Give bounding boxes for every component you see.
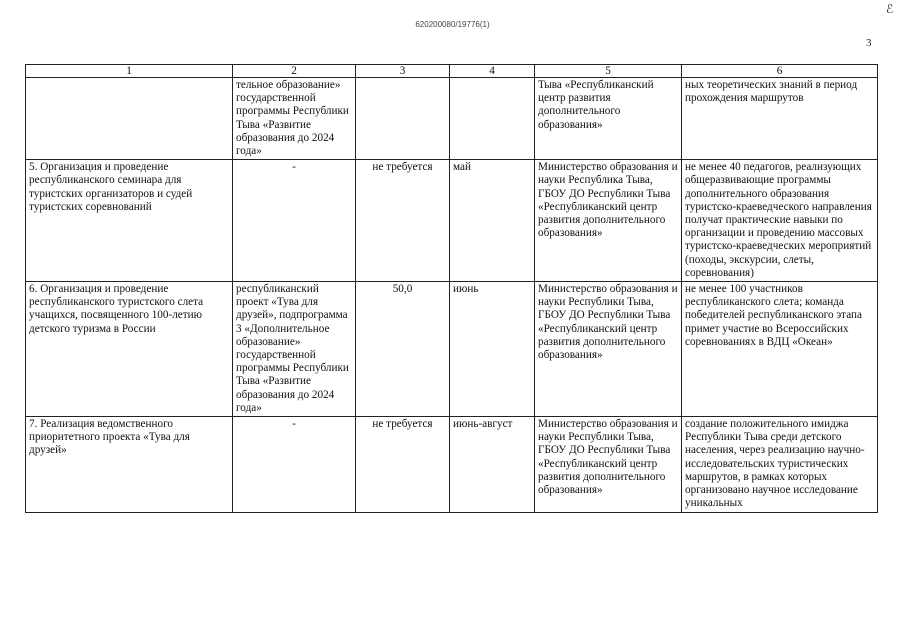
result-cell: ных теоретических знаний в период прохождения маршрутов bbox=[682, 78, 878, 160]
table-row bbox=[26, 417, 878, 512]
column-header: 5 bbox=[535, 65, 682, 78]
timeline-cell: июнь bbox=[450, 282, 535, 417]
result-cell: не менее 100 участников республиканского слета; команда победителей республиканского этапа примет участие во Всероссийских соревнованиях в ВДЦ «Океан» bbox=[682, 282, 878, 417]
responsible-cell: Тыва «Республиканский центр развития дополнительного образования» bbox=[535, 78, 682, 160]
timeline-cell: июнь-август bbox=[450, 417, 535, 512]
table-row bbox=[26, 78, 878, 160]
timeline-cell: май bbox=[450, 160, 535, 282]
funding-amount-cell bbox=[356, 78, 450, 160]
responsible-cell: Министерство образования и науки Республики Тыва, ГБОУ ДО Республики Тыва «Республиканский центр развития дополнительного образования» bbox=[535, 417, 682, 512]
column-header: 6 bbox=[682, 65, 878, 78]
table-row bbox=[26, 160, 878, 282]
table-row bbox=[26, 282, 878, 417]
timeline-cell bbox=[450, 78, 535, 160]
table-header-row bbox=[26, 65, 878, 78]
funding-source-cell: - bbox=[233, 160, 356, 282]
event-cell: 5. Организация и проведение республиканского семинара для туристских организаторов и судей туристских соревнований bbox=[26, 160, 233, 282]
funding-source-cell: тельное образование» государственной программы Республики Тыва «Развитие образования до 2024 года» bbox=[233, 78, 356, 160]
responsible-cell: Министерство образования и науки Республики Тыва, ГБОУ ДО Республики Тыва «Республиканский центр развития дополнительного образования» bbox=[535, 282, 682, 417]
funding-source-cell: республиканский проект «Тува для друзей», подпрограмма 3 «Дополнительное образование» государственной программы Республики Тыва «Развитие образования до 2024 года» bbox=[233, 282, 356, 417]
plan-table bbox=[25, 64, 878, 513]
funding-source-cell: - bbox=[233, 417, 356, 512]
column-header: 4 bbox=[450, 65, 535, 78]
column-header: 3 bbox=[356, 65, 450, 78]
result-cell: не менее 40 педагогов, реализующих общеразвивающие программы дополнительного образования туристско-краеведческого направления получат практические навыки по организации и проведению массовых туристско-краеведческих мероприятий (походы, экскурсии, слеты, соревнования) bbox=[682, 160, 878, 282]
event-cell bbox=[26, 78, 233, 160]
responsible-cell: Министерство образования и науки Республика Тыва, ГБОУ ДО Республики Тыва «Республиканский центр развития дополнительного образования» bbox=[535, 160, 682, 282]
funding-amount-cell: не требуется bbox=[356, 417, 450, 512]
page-number: 3 bbox=[866, 37, 872, 49]
column-header: 1 bbox=[26, 65, 233, 78]
result-cell: создание положительного имиджа Республики Тыва среди детского населения, через реализацию научно-исследовательских туристических маршрутов, в рамках которых организовано научное исследование уникальных bbox=[682, 417, 878, 512]
funding-amount-cell: не требуется bbox=[356, 160, 450, 282]
event-cell: 6. Организация и проведение республиканского туристского слета учащихся, посвященного 100-летию детского туризма в России bbox=[26, 282, 233, 417]
event-cell: 7. Реализация ведомственного приоритетного проекта «Тува для друзей» bbox=[26, 417, 233, 512]
column-header: 2 bbox=[233, 65, 356, 78]
funding-amount-cell: 50,0 bbox=[356, 282, 450, 417]
document-id: 620200080/19776(1) bbox=[415, 20, 490, 29]
corner-handwritten-mark: ℰ bbox=[886, 2, 894, 16]
